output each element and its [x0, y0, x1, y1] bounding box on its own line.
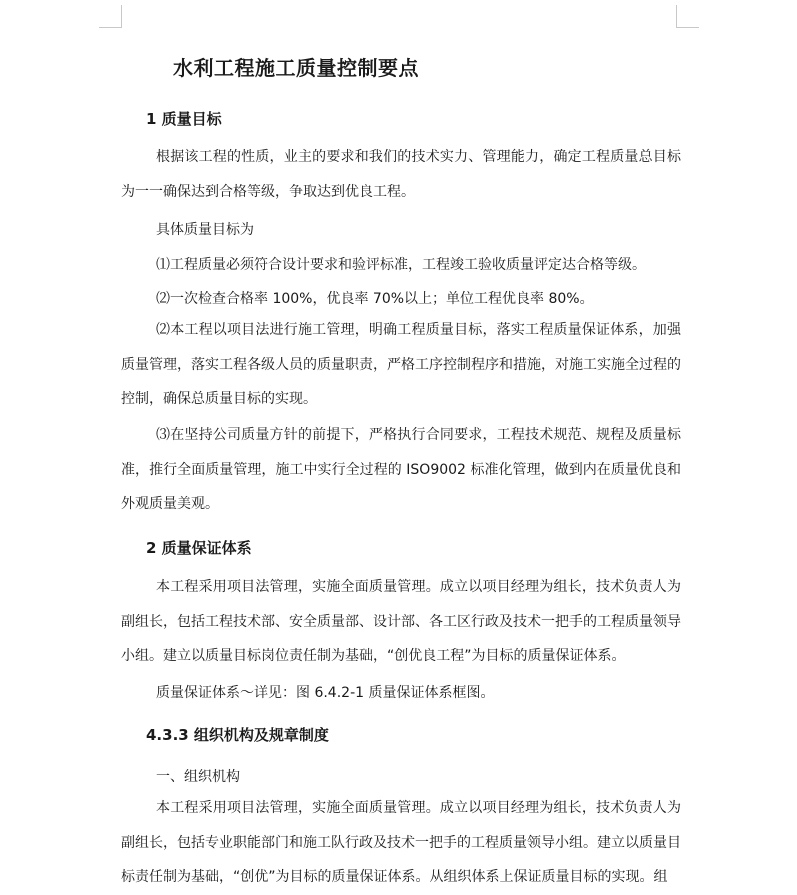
section-heading-quality-assurance: 2 质量保证体系: [146, 539, 252, 557]
paragraph: 质量保证体系～详见：图 6.4.2-1 质量保证体系框图。: [156, 685, 495, 701]
paragraph: 本工程采用项目法管理，实施全面质量管理。成立以项目经理为组长，技术负责人为副组长，包括专业职能部门和施工队行政及技术一把手的工程质量领导小组。建立以质量目标责任制为基础，“创优”为目标的质量保证体系。从组织体系上保证质量目标的实现。组: [121, 800, 681, 885]
document-title: 水利工程施工质量控制要点: [173, 56, 419, 80]
paragraph: ⑴工程质量必须符合设计要求和验评标准，工程竣工验收质量评定达合格等级。: [156, 257, 646, 273]
crop-mark-top-left: [99, 5, 122, 28]
paragraph: ⑶在坚持公司质量方针的前提下，严格执行合同要求，工程技术规范、规程及质量标准，推行全面质量管理，施工中实行全过程的 ISO9002 标准化管理，做到内在质量优良和外观质量美观。: [121, 427, 681, 512]
paragraph: 本工程采用项目法管理，实施全面质量管理。成立以项目经理为组长，技术负责人为副组长，包括工程技术部、安全质量部、设计部、各工区行政及技术一把手的工程质量领导小组。建立以质量目标岗位责任制为基础，“创优良工程”为目标的质量保证体系。: [121, 579, 681, 664]
paragraph: ⑵一次检查合格率 100%，优良率 70%以上；单位工程优良率 80%。: [156, 291, 594, 307]
section-heading-organization: 4.3.3 组织机构及规章制度: [146, 726, 329, 744]
paragraph: 根据该工程的性质，业主的要求和我们的技术实力、管理能力，确定工程质量总目标为一一确保达到合格等级，争取达到优良工程。: [121, 149, 681, 200]
crop-mark-top-right: [676, 5, 699, 28]
section-heading-quality-goals: 1 质量目标: [146, 110, 222, 128]
subheading-organization-structure: 一、组织机构: [156, 769, 240, 785]
paragraph: ⑵本工程以项目法进行施工管理，明确工程质量目标，落实工程质量保证体系，加强质量管理，落实工程各级人员的质量职责，严格工序控制程序和措施，对施工实施全过程的控制，确保总质量目标的实现。: [121, 322, 681, 407]
paragraph: 具体质量目标为: [156, 222, 254, 238]
